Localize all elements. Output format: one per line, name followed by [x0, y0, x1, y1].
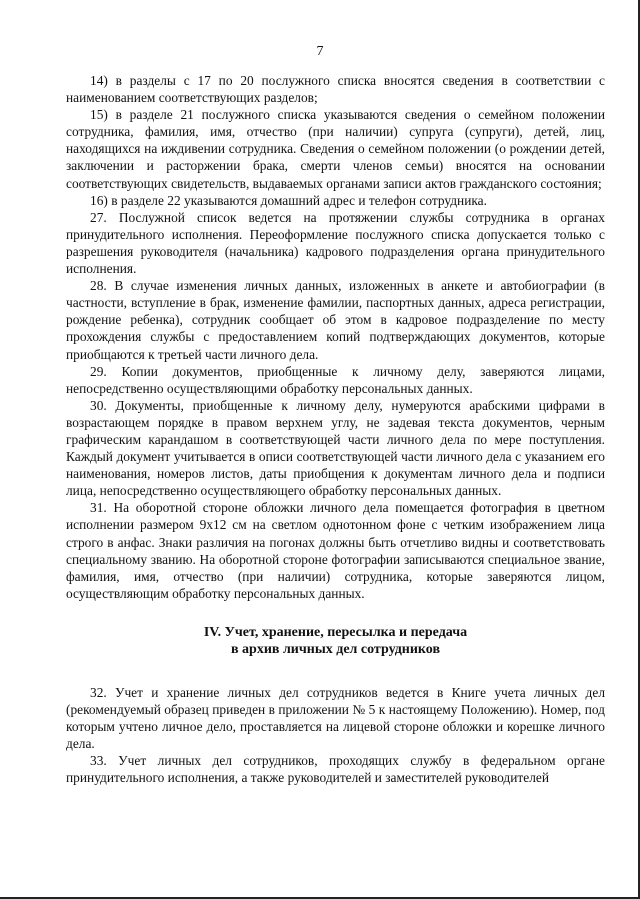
paragraph-16: 16) в разделе 22 указываются домашний адрес и телефон сотрудника.: [90, 192, 487, 208]
paragraph-33: 33. Учет личных дел сотрудников, проходящих службу в федеральном органе принудительного исполнения, а также руководителей и заместителей руководителей: [66, 753, 605, 786]
paragraph-27: 27. Послужной список ведется на протяжении службы сотрудника в органах принудительного исполнения. Переоформление послужного списка допускается только с разрешения руководителя (начальника) кадрового подразделения органа принудительного исполнения.: [66, 209, 605, 277]
paragraph-29: 29. Копии документов, приобщенные к личному делу, заверяются лицами, непосредственно осуществляющими обработку персональных данных.: [66, 363, 605, 396]
paragraph-30: 30. Документы, приобщенные к личному делу, нумеруются арабскими цифрами в возрастающем порядке в правом верхнем углу, не задевая текста документов, черным графическим карандашом в соответствующей части личного дела по мере поступления. Каждый документ учитывается в описи соответствующей части личного дела с указанием его наименования, номеров листов, даты приобщения к документам личного дела и подписи лица, непосредственно осуществляющего обработку персональных данных.: [66, 397, 605, 499]
paragraph-32: 32. Учет и хранение личных дел сотрудников ведется в Книге учета личных дел (рекомендуемый образец приведен в приложении № 5 к настоящему Положению). Номер, под которым учтено личное дело, проставляется на лицевой стороне обложки и корешке личного дела.: [66, 684, 605, 752]
document-body: [66, 72, 605, 786]
section-heading: [66, 624, 605, 658]
paragraph-15: 15) в разделе 21 послужного списка указываются сведения о семейном положении сотрудника, фамилия, имя, отчество (при наличии) супруга (супруги), детей, лиц, находящихся на иждивении сотрудника. Сведения о семейном положении (о рождении детей, заключении и расторжении брака, смерти членов семьи) вносятся на основании соответствующих свидетельств, выдаваемых органами записи актов гражданского состояния;: [66, 107, 605, 191]
paragraph-31: 31. На оборотной стороне обложки личного дела помещается фотография в цветном исполнении размером 9х12 см на светлом однотонном фоне с четким изображением лица строго в анфас. Знаки различия на погонах должны быть отчетливо видны и соответствовать специальному званию. На оборотной стороне фотографии записываются специальное звание, фамилия, имя, отчество (при наличии) сотрудника, которые заверяются лицом, осуществляющим обработку персональных данных.: [66, 500, 605, 601]
page-number: 7: [316, 44, 324, 59]
paragraph-28: 28. В случае изменения личных данных, изложенных в анкете и автобиографии (в частности, вступление в брак, изменение фамилии, паспортных данных, адреса регистрации, рождение ребенка), сотрудник сообщает об этом в кадровое подразделение по месту прохождения службы с предоставлением копий подтверждающих документов, которые приобщаются к третьей части личного дела.: [66, 278, 605, 362]
paragraph-14: 14) в разделы с 17 по 20 послужного списка вносятся сведения в соответствии с наименованием соответствующих разделов;: [66, 73, 605, 106]
section-heading-line-1: IV. Учет, хранение, пересылка и передача: [203, 624, 468, 640]
section-heading-line-2: в архив личных дел сотрудников: [230, 641, 441, 657]
